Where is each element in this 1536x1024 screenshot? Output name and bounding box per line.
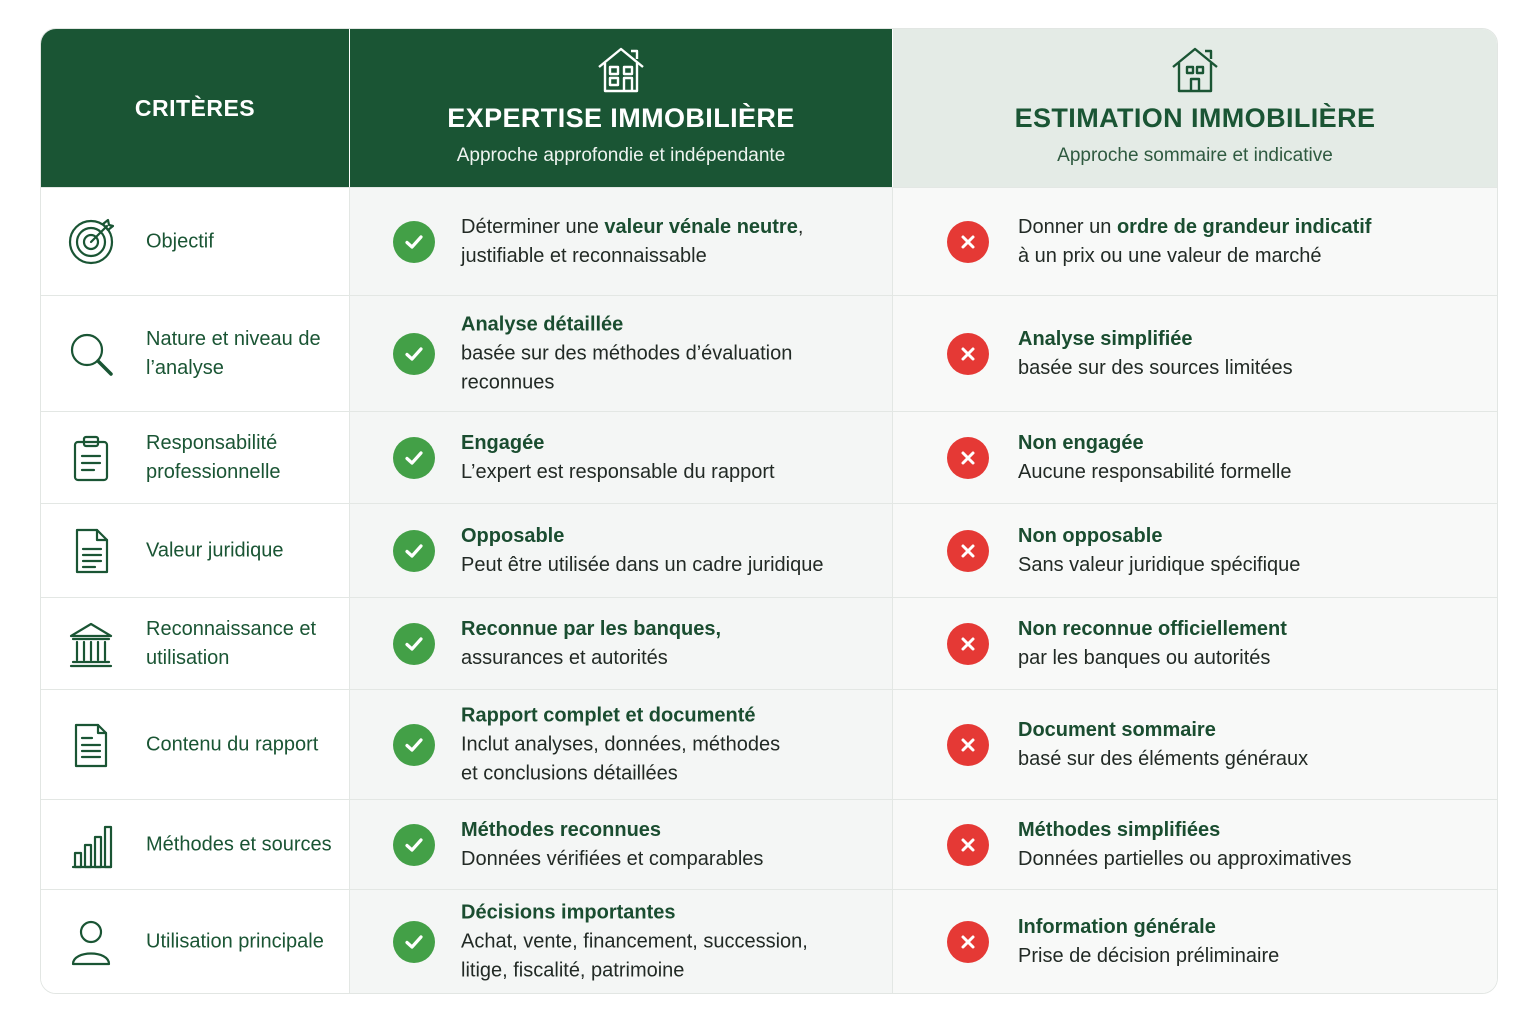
expertise-cell <box>350 504 893 598</box>
estimation-cell <box>893 890 1497 994</box>
estimation-detail-line: basé sur des éléments généraux <box>1018 748 1309 770</box>
expertise-detail-line: assurances et autorités <box>461 647 668 669</box>
expertise-detail-line: et conclusions détaillées <box>461 762 678 785</box>
estimation-highlight: ordre de grandeur indicatif <box>1116 216 1372 238</box>
expertise-highlight: Analyse détaillée <box>461 313 624 336</box>
expertise-cell <box>350 890 893 994</box>
estimation-text <box>1018 913 1478 971</box>
header-estimation-subtitle: Approche sommaire et indicative <box>1057 145 1333 166</box>
table-row <box>41 411 1497 504</box>
criterion-cell <box>41 504 350 598</box>
table-row <box>41 889 1497 994</box>
expertise-highlight: Rapport complet et documenté <box>461 704 756 727</box>
estimation-detail-line: à un prix ou une valeur de marché <box>1018 245 1322 267</box>
estimation-highlight: Non engagée <box>1018 432 1144 454</box>
expertise-text-pre: Déterminer une <box>461 216 605 238</box>
expertise-detail-line: Données vérifiées et comparables <box>461 848 764 870</box>
expertise-cell <box>350 188 893 296</box>
expertise-cell <box>350 690 893 800</box>
expertise-highlight: Décisions importantes <box>461 901 676 924</box>
estimation-text <box>1018 325 1478 383</box>
check-icon <box>393 437 435 479</box>
expertise-cell <box>350 412 893 504</box>
criterion-cell <box>41 890 350 994</box>
estimation-first-line <box>1018 429 1478 458</box>
header-expertise-subtitle: Approche approfondie et indépendante <box>456 145 786 166</box>
check-icon <box>393 333 435 375</box>
estimation-highlight: Document sommaire <box>1018 719 1216 741</box>
estimation-detail-line: par les banques ou autorités <box>1018 647 1271 669</box>
expertise-text-post: , <box>797 216 804 238</box>
document-icon <box>67 527 115 575</box>
criterion-cell <box>41 690 350 800</box>
header-estimation <box>893 29 1497 187</box>
check-icon <box>393 724 435 766</box>
cross-icon <box>947 221 989 263</box>
estimation-first-line <box>1018 816 1478 845</box>
table-row <box>41 295 1497 412</box>
expertise-first-line <box>461 522 881 551</box>
expertise-detail-line: basée sur des méthodes d’évaluation <box>461 342 793 365</box>
estimation-text <box>1018 816 1478 874</box>
cross-icon <box>947 623 989 665</box>
estimation-first-line <box>1018 213 1478 242</box>
criterion-cell <box>41 800 350 890</box>
check-icon <box>393 921 435 963</box>
estimation-text-pre: Donner un <box>1018 216 1117 238</box>
expertise-text <box>461 213 881 271</box>
bank-icon <box>67 620 115 668</box>
estimation-cell <box>893 412 1497 504</box>
expertise-cell <box>350 800 893 890</box>
cross-icon <box>947 921 989 963</box>
expertise-first-line <box>461 615 881 644</box>
expertise-text <box>461 429 881 487</box>
estimation-detail-line: basée sur des sources limitées <box>1018 357 1293 379</box>
criterion-label: Objectif <box>146 230 214 253</box>
criterion-label: Responsabilité professionnelle <box>146 432 281 483</box>
estimation-detail-line: Sans valeur juridique spécifique <box>1018 554 1301 576</box>
estimation-text <box>1018 522 1478 580</box>
house-icon <box>1169 45 1221 95</box>
estimation-cell <box>893 800 1497 890</box>
cross-icon <box>947 824 989 866</box>
check-icon <box>393 824 435 866</box>
criterion-cell <box>41 296 350 412</box>
expertise-detail-line: litige, fiscalité, patrimoine <box>461 959 685 982</box>
expertise-detail-line: L’expert est responsable du rapport <box>461 461 775 483</box>
estimation-text <box>1018 429 1478 487</box>
cross-icon <box>947 530 989 572</box>
expertise-first-line <box>461 429 881 458</box>
estimation-highlight: Information générale <box>1018 916 1216 938</box>
criterion-label: Méthodes et sources <box>146 833 332 856</box>
expertise-detail-line: justifiable et reconnaissable <box>461 245 707 267</box>
report-icon <box>67 721 115 769</box>
estimation-first-line <box>1018 325 1478 354</box>
criterion-label: Contenu du rapport <box>146 733 319 756</box>
estimation-highlight: Non reconnue officiellement <box>1018 618 1287 640</box>
expertise-highlight: valeur vénale neutre <box>604 216 798 238</box>
estimation-detail-line: Prise de décision préliminaire <box>1018 945 1280 967</box>
estimation-cell <box>893 188 1497 296</box>
estimation-text <box>1018 716 1478 774</box>
expertise-first-line <box>461 816 881 845</box>
estimation-cell <box>893 296 1497 412</box>
criterion-cell <box>41 412 350 504</box>
criterion-label: Utilisation principale <box>146 930 324 953</box>
clipboard-icon <box>67 434 115 482</box>
expertise-detail-line: reconnues <box>461 371 555 394</box>
table-row <box>41 503 1497 598</box>
expertise-first-line <box>461 213 881 242</box>
table-header <box>41 29 1497 187</box>
expertise-detail-line: Achat, vente, financement, succession, <box>461 930 808 953</box>
magnifier-icon <box>67 330 115 378</box>
estimation-first-line <box>1018 913 1478 942</box>
estimation-text <box>1018 615 1478 673</box>
estimation-first-line <box>1018 522 1478 551</box>
expertise-text <box>461 522 881 580</box>
check-icon <box>393 221 435 263</box>
expertise-text <box>461 816 881 874</box>
cross-icon <box>947 333 989 375</box>
table-row <box>41 799 1497 890</box>
expertise-text <box>461 311 881 398</box>
expertise-highlight: Engagée <box>461 432 545 454</box>
expertise-first-line <box>461 899 881 928</box>
estimation-highlight: Non opposable <box>1018 525 1163 547</box>
estimation-first-line <box>1018 615 1478 644</box>
target-icon <box>67 218 115 266</box>
criterion-label: Nature et niveau de l’analyse <box>146 328 321 379</box>
estimation-cell <box>893 504 1497 598</box>
header-expertise <box>350 29 892 187</box>
estimation-text <box>1018 213 1478 271</box>
expertise-cell <box>350 296 893 412</box>
criterion-label: Valeur juridique <box>146 539 284 562</box>
expertise-detail-line: Inclut analyses, données, méthodes <box>461 733 781 756</box>
expertise-detail-line: Peut être utilisée dans un cadre juridique <box>461 554 824 576</box>
estimation-cell <box>893 598 1497 690</box>
bar-chart-icon <box>67 821 115 869</box>
expertise-cell <box>350 598 893 690</box>
check-icon <box>393 623 435 665</box>
table-row <box>41 597 1497 690</box>
estimation-cell <box>893 690 1497 800</box>
table-row <box>41 689 1497 800</box>
header-criteria-label: CRITÈRES <box>134 94 256 121</box>
estimation-detail-line: Données partielles ou approximatives <box>1018 848 1352 870</box>
estimation-highlight: Méthodes simplifiées <box>1018 819 1221 841</box>
estimation-first-line <box>1018 716 1478 745</box>
house-icon <box>595 45 647 95</box>
comparison-table <box>40 28 1498 994</box>
criterion-cell <box>41 598 350 690</box>
expertise-highlight: Reconnue par les banques, <box>461 618 722 640</box>
user-icon <box>67 918 115 966</box>
table-row <box>41 187 1497 296</box>
cross-icon <box>947 437 989 479</box>
expertise-text <box>461 615 881 673</box>
header-criteria <box>41 29 350 187</box>
header-estimation-title: ESTIMATION IMMOBILIÈRE <box>1014 103 1376 133</box>
expertise-first-line <box>461 702 881 731</box>
header-expertise-title: EXPERTISE IMMOBILIÈRE <box>447 103 795 133</box>
expertise-first-line <box>461 311 881 340</box>
cross-icon <box>947 724 989 766</box>
estimation-highlight: Analyse simplifiée <box>1018 328 1193 350</box>
criterion-label: Reconnaissance et utilisation <box>146 618 317 669</box>
expertise-text <box>461 899 881 986</box>
criterion-cell <box>41 188 350 296</box>
check-icon <box>393 530 435 572</box>
estimation-detail-line: Aucune responsabilité formelle <box>1018 461 1292 483</box>
expertise-text <box>461 702 881 789</box>
expertise-highlight: Méthodes reconnues <box>461 819 662 841</box>
expertise-highlight: Opposable <box>461 525 565 547</box>
